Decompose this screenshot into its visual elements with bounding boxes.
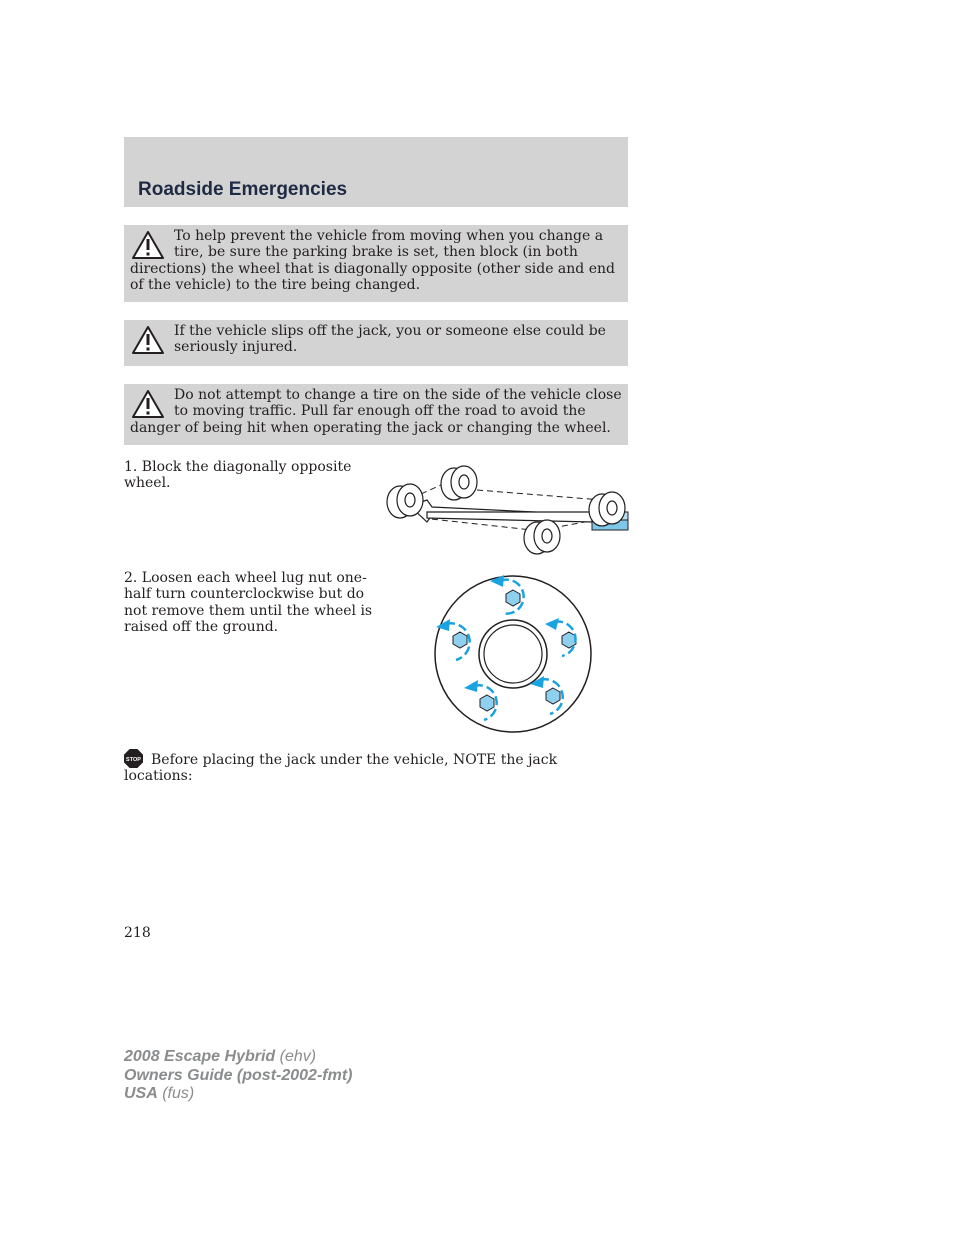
stop-note-text: Before placing the jack under the vehicle, NOTE the jack locations: xyxy=(124,752,558,785)
warning-triangle-icon xyxy=(131,230,165,260)
wheel-block-illustration xyxy=(382,460,630,560)
footer-line-1: 2008 Escape Hybrid (ehv) xyxy=(124,1048,317,1065)
stop-note xyxy=(124,749,628,785)
lug-nut-loosening-illustration xyxy=(432,572,596,736)
warning-box-jack-slip xyxy=(124,320,628,366)
warning-triangle-icon xyxy=(131,389,165,419)
footer-line-2: Owners Guide (post-2002-fmt) xyxy=(124,1066,353,1084)
warning-text: To help prevent the vehicle from moving when you change a tire, be sure the parking brake is set, then block (in both directions) the wheel that is diagonally opposite (other side and end of the vehicle) to the tire being changed. xyxy=(130,228,615,293)
step-1-text: 1. Block the diagonally opposite wheel. xyxy=(124,459,352,492)
page-number: 218 xyxy=(124,925,151,941)
warning-box-traffic xyxy=(124,384,628,445)
stop-icon xyxy=(124,749,143,768)
warning-box-parking-brake xyxy=(124,225,628,302)
footer-line-3: USA (fus) xyxy=(124,1085,195,1102)
footer-document-id xyxy=(124,1048,352,1104)
stop-label: STOP xyxy=(126,756,141,763)
section-header-band xyxy=(124,137,628,207)
warning-text: Do not attempt to change a tire on the side of the vehicle close to moving traffic. Pull far enough off the road to avoid the danger of being hit when operating the jack or changing the wheel. xyxy=(130,387,622,436)
warning-text: If the vehicle slips off the jack, you or someone else could be seriously injured. xyxy=(174,323,606,356)
step-2-text: 2. Loosen each wheel lug nut one-half turn counterclockwise but do not remove them until the wheel is raised off the ground. xyxy=(124,570,373,635)
section-title: Roadside Emergencies xyxy=(138,179,348,200)
warning-triangle-icon xyxy=(131,325,165,355)
